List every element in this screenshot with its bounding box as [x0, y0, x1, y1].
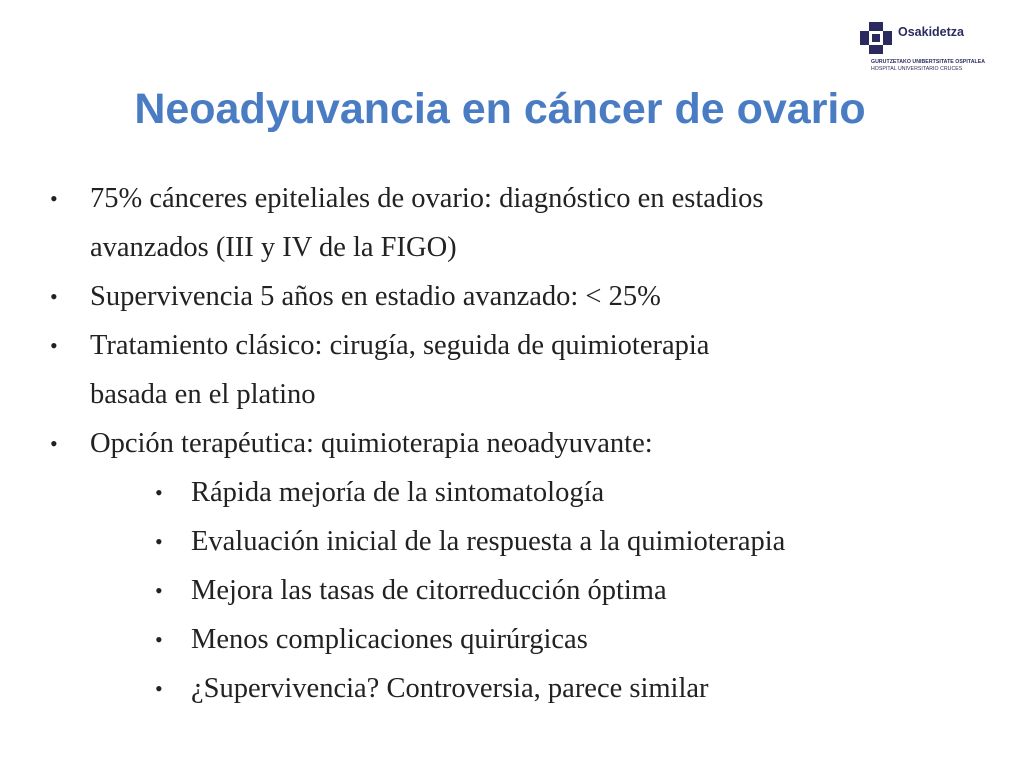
logo-name: Osakidetza	[898, 25, 965, 39]
bullet-item	[0, 272, 1024, 321]
sub-bullet-text: Rápida mejoría de la sintomatología	[191, 477, 605, 508]
logo-subtitle-spanish: HOSPITAL UNIVERSITARIO CRUCES	[871, 66, 963, 72]
bullet-list	[0, 174, 1024, 713]
bullet-item	[0, 174, 1024, 223]
bullet-item	[0, 321, 1024, 370]
sub-bullet-item	[0, 615, 1024, 664]
bullet-continuation	[0, 370, 1024, 419]
sub-bullet-item	[0, 468, 1024, 517]
bullet-item	[0, 419, 1024, 468]
sub-bullet-text: Mejora las tasas de citorreducción óptima	[191, 575, 667, 606]
bullet-dot-icon: •	[155, 627, 163, 652]
bullet-dot-icon: •	[155, 480, 163, 505]
bullet-dot-icon: •	[50, 333, 58, 358]
osakidetza-cross-icon	[860, 22, 892, 54]
bullet-dot-icon: •	[50, 431, 58, 456]
slide-title: Neoadyuvancia en cáncer de ovario	[134, 85, 866, 133]
bullet-dot-icon: •	[155, 676, 163, 701]
sub-bullet-text: Menos complicaciones quirúrgicas	[191, 624, 588, 655]
logo-subtitle-basque: GURUTZETAKO UNIBERTSITATE OSPITALEA	[871, 59, 986, 65]
sub-bullet-item	[0, 566, 1024, 615]
bullet-text-line: avanzados (III y IV de la FIGO)	[90, 232, 457, 263]
bullet-continuation	[0, 223, 1024, 272]
bullet-text-line: basada en el platino	[90, 379, 316, 410]
sub-bullet-text: ¿Supervivencia? Controversia, parece similar	[191, 673, 709, 704]
bullet-text-line: Supervivencia 5 años en estadio avanzado: < 25%	[90, 281, 661, 312]
bullet-dot-icon: •	[50, 284, 58, 309]
bullet-text-line: 75% cánceres epiteliales de ovario: diagnóstico en estadios	[90, 183, 764, 214]
bullet-text-line: Opción terapéutica: quimioterapia neoadyuvante:	[90, 428, 653, 459]
bullet-dot-icon: •	[50, 186, 58, 211]
sub-bullet-item	[0, 664, 1024, 713]
sub-bullet-item	[0, 517, 1024, 566]
sub-bullet-text: Evaluación inicial de la respuesta a la quimioterapia	[191, 526, 786, 557]
bullet-dot-icon: •	[155, 578, 163, 603]
bullet-dot-icon: •	[155, 529, 163, 554]
bullet-text-line: Tratamiento clásico: cirugía, seguida de quimioterapia	[90, 330, 710, 361]
osakidetza-logo	[860, 20, 1010, 76]
